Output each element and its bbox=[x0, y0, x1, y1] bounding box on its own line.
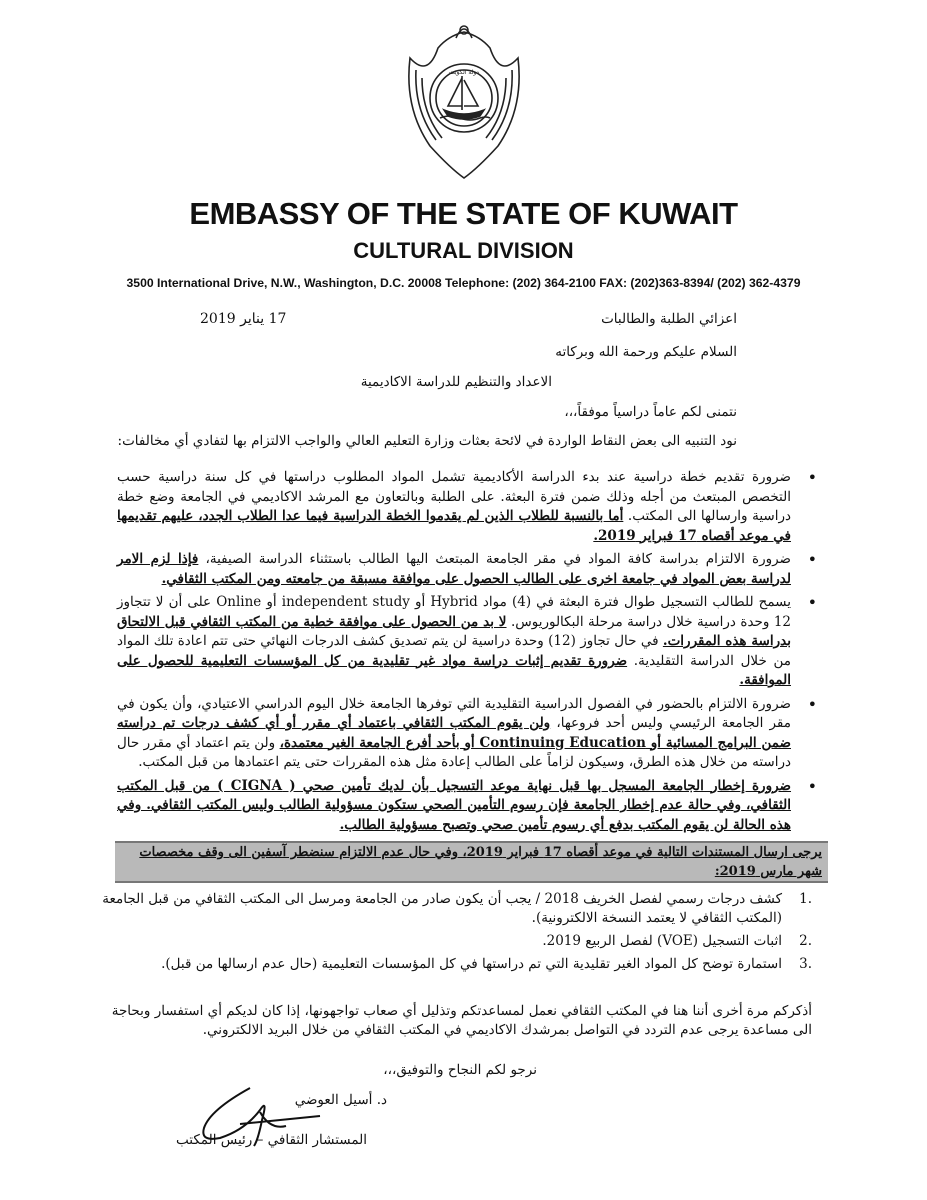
letter-date: 17 يناير 2019 bbox=[200, 311, 287, 327]
intro-line: نود التنبيه الى بعض النقاط الواردة في لائحة بعثات وزارة التعليم العالي والواجب الالتزام بها لتفادي أي مخالفات: bbox=[117, 433, 737, 449]
letter-subject: الاعداد والتنظيم للدراسة الاكاديمية bbox=[360, 374, 552, 390]
division-title: CULTURAL DIVISION bbox=[353, 238, 574, 263]
regulation-list bbox=[117, 468, 817, 839]
deadline-banner-text: يرجى ارسال المستندات التالية في موعد أقصاه 17 فبراير 2019، وفي حال عدم الالتزام سنضطر آسفين الى وقف مخصصات شهر مارس 2019: bbox=[139, 845, 822, 879]
list-item: • يسمح للطالب التسجيل طوال فترة البعثة في (4) مواد Hybrid أو independent study أو Online على أن لا تتجاوز 12 وحدة دراسية خلال دراسة مرحلة البكالوريوس. لا بد من الحصول على موافقة خطية من المكتب الثقافي قبل الالتحاق بدراسة هذه المقررات. في حال تجاوز (12) وحدة دراسية لن يتم تصديق كشف الدرجات النهائي حتى تتم اعادة تلك المواد من خلال الدراسة التقليدية. ضرورة تقديم إثبات دراسة مواد غير تقليدية من كل المؤسسات التعليمية للحصول على الموافقة. bbox=[117, 593, 817, 691]
farewell-line: نرجو لكم النجاح والتوفيق،،، bbox=[383, 1062, 537, 1078]
deadline-banner bbox=[115, 841, 828, 883]
list-item: • ضرورة إخطار الجامعة المسجل بها قبل نهاية موعد التسجيل بأن لديك تأمين صحي ( CIGNA ) من قبل المكتب الثقافي، وفي حالة عدم إخطار الجامعة فإن رسوم التأمين الصحي ستكون مسؤولية الطالب وليس المكتب الثقافي. وفي هذه الحالة لن يقوم المكتب بدفع أي رسوم تأمين صحي وتصبح مسؤولية الطالب. bbox=[117, 777, 817, 836]
list-item: .3 استمارة توضح كل المواد الغير تقليدية التي تم دراستها في كل المؤسسات التعليمية (حال عدم ارسالها من قبل). bbox=[161, 956, 812, 972]
embassy-address: 3500 International Drive, N.W., Washington, D.C. 20008 Telephone: (202) 364-2100 FAX: (202)363-8394/ (202) 362-4379 bbox=[126, 276, 801, 290]
required-documents-list bbox=[92, 890, 812, 978]
embassy-title: EMBASSY OF THE STATE OF KUWAIT bbox=[189, 196, 738, 231]
list-item: .1 كشف درجات رسمي لفصل الخريف 2018 / يجب أن يكون صادر من الجامعة ومرسل الى المكتب الثقافي من قبل الجامعة (المكتب الثقافي لا يعتمد النسخة الالكترونية). bbox=[102, 891, 812, 926]
closing-paragraph: أذكركم مرة أخرى أننا هنا في المكتب الثقافي نعمل لمساعدتكم وتذليل أي صعاب تواجهونها، إذا كان لديكم أي استفسار وبحاجة الى مساعدة يرجى عدم التردد في التواصل بمرشدك الاكاديمي في المكتب الثقافي من خلال البريد الالكتروني. bbox=[111, 1003, 812, 1038]
greeting: السلام عليكم ورحمة الله وبركاته bbox=[555, 344, 737, 360]
kuwait-emblem-icon bbox=[400, 18, 528, 183]
list-item: • ضرورة الالتزام بدراسة كافة المواد في مقر الجامعة المبتعث اليها الطالب باستثناء الدراسة الصيفية، فإذا لزم الامر لدراسة بعض المواد في جامعة اخرى على الطالب الحصول على موافقة مسبقة من جامعته ومن المكتب الثقافي. bbox=[117, 550, 817, 589]
wish-line: نتمنى لكم عاماً دراسياً موفقاً،،، bbox=[564, 404, 737, 420]
signer-title: المستشار الثقافي – رئيس المكتب bbox=[176, 1132, 367, 1148]
list-item: • ضرورة الالتزام بالحضور في الفصول الدراسية التقليدية التي توفرها الجامعة خلال اليوم الدراسي الاعتيادي، وأن يكون في مقر الجامعة الرئيسي وليس أحد فروعها، ولن يقوم المكتب الثقافي باعتماد أي مقرر أو أي كشف درجات تم دراسته ضمن البرامج المسائية أو Continuing Education أو بأحد أفرع الجامعة الغير معتمدة، ولن يتم اعتماد أي مقرر حال دراسته من خلال هذه الطرق، وسيكون لزاماً على الطالب إعادة مثل هذه المقررات حتى يتم اعتمادها من قبل المكتب. bbox=[117, 695, 817, 773]
svg-text:دولة الكويت: دولة الكويت bbox=[449, 69, 479, 76]
list-item: • ضرورة تقديم خطة دراسية عند بدء الدراسة الأكاديمية تشمل المواد المطلوب دراستها في كل سنة دراسية حسب التخصص المبتعث من أجله وذلك ضمن فترة البعثة. على الطلبة وبالتعاون مع المرشد الاكاديمي في الجامعة وضع خطة دراسية وارسالها الى المكتب. أما بالنسبة للطلاب الذين لم يقدموا الخطة الدراسية فيما عدا الطلاب الجدد، عليهم تقديمها في موعد أقصاه 17 فبراير 2019. bbox=[117, 468, 817, 546]
salutation: اعزائي الطلبة والطالبات bbox=[601, 311, 737, 327]
signer-name: د. أسيل العوضي bbox=[294, 1092, 387, 1108]
list-item: .2 اثبات التسجيل (VOE) لفصل الربيع 2019. bbox=[542, 933, 812, 949]
